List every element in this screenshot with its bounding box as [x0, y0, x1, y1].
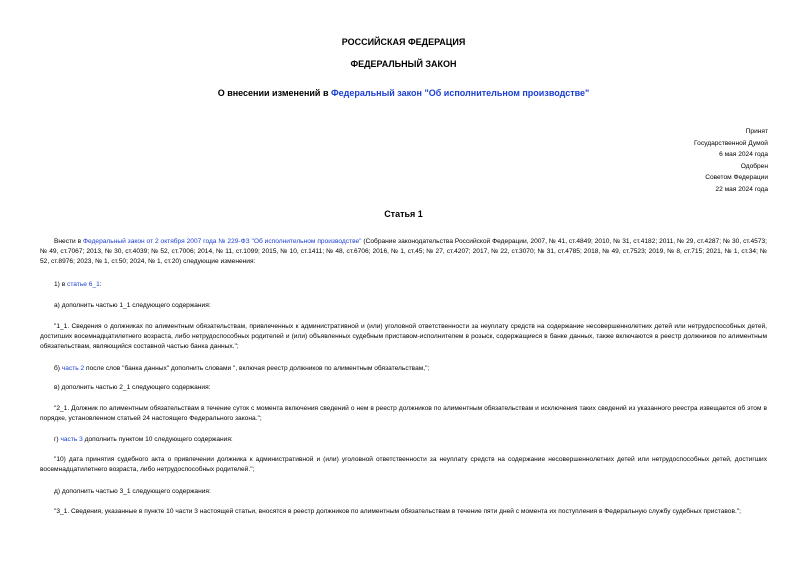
article-link[interactable]: статье 6_1	[67, 281, 100, 288]
list-item: д) дополнить частью 3_1 следующего содержания:	[54, 488, 211, 495]
list-item: а) дополнить частью 1_1 следующего содержания:	[54, 302, 211, 309]
adoption-line: Государственной Думой	[694, 139, 768, 147]
list-item: в) дополнить частью 2_1 следующего содержания:	[54, 384, 211, 391]
adoption-line: Советом Федерации	[705, 174, 768, 182]
adoption-line: 22 мая 2024 года	[715, 185, 768, 193]
law-title-link[interactable]: Федеральный закон "Об исполнительном производстве"	[330, 88, 590, 98]
law-title-prefix: О внесении изменений в	[217, 88, 331, 98]
article-intro	[40, 237, 767, 267]
item-suffix: :	[99, 281, 102, 288]
article-heading: Статья 1	[384, 209, 423, 219]
part-link[interactable]: часть 2	[61, 365, 85, 372]
list-item	[54, 435, 233, 445]
item-rest: дополнить пунктом 10 следующего содержания:	[82, 436, 233, 443]
list-item	[54, 280, 102, 290]
item-prefix: 1) в	[54, 281, 68, 288]
list-item	[54, 364, 429, 374]
item-prefix: б)	[54, 365, 62, 372]
quoted-text: "3_1. Сведения, указанные в пункте 10 части 3 настоящей статьи, вносятся в реестр должников по алиментным обязательствам в течение пяти дней с момента их поступления в Федеральную службу судебных приставов.";	[54, 508, 741, 515]
adoption-line: Одобрен	[740, 162, 768, 170]
adoption-line: 6 мая 2024 года	[719, 151, 768, 159]
intro-prefix: Внести в	[54, 238, 84, 245]
law-type-heading: ФЕДЕРАЛЬНЫЙ ЗАКОН	[350, 59, 457, 69]
quoted-text: "10) дата принятия судебного акта о привлечении должника к административной и (или) уголовной ответственности за неуплату средств на содержание несовершеннолетних детей или нетрудоспособных детей, достигших восемнадцатилетнего возраста, либо нетрудоспособных родителей.";	[40, 456, 767, 473]
quoted-text: "1_1. Сведения о должниках по алиментным обязательствам, привлеченных к административной и (или) уголовной ответственности за неуплату средств на содержание несовершеннолетних детей или нетрудоспособных детей, достигших восемнадцатилетнего возраста, либо нетрудоспособных родителей и (или) объявленных судебным приставом-исполнителем в розыск, содержащиеся в банке данных, также включаются в реестр должников по алиментным обязательствам, являющийся составной частью банка данных.";	[40, 323, 767, 350]
adoption-line: Принят	[745, 128, 768, 135]
law-title	[0, 88, 807, 98]
quoted-text: "2_1. Должник по алиментным обязательствам в течение суток с момента включения сведений о нем в реестр должников по алиментным обязательствам и исключения таких сведений из указанного реестра извещается об этом в порядке, установленном статьей 24 настоящего Федерального закона.";	[40, 405, 767, 422]
item-rest: после слов "банка данных" дополнить словами ", включая реестр должников по алиментным обязательствам,";	[84, 365, 430, 372]
part-link[interactable]: часть 3	[60, 436, 83, 443]
item-prefix: г)	[54, 436, 61, 443]
country-heading: РОССИЙСКАЯ ФЕДЕРАЦИЯ	[341, 37, 466, 47]
intro-rest: (Собрание законодательства Российской Федерации, 2007, № 41, ст.4849; 2010, № 31, ст.4182; 2011, № 29, ст.4287; № 30, ст.4573; № 49, ст.7067; 2013, № 30, ст.4039; № 52, ст.7006; 2014, № 11, ст.1099; 2015, № 10, ст.1411; № 48, ст.6706; 2016, № 1, ст.45; № 27, ст.4207; 2017, № 22, ст.3070; № 31, ст.4785; 2018, № 49, ст.7523; 2019, № 8, ст.715; 2021, № 1, ст.34; № 52, ст.8976; 2023, № 1, ст.50; 2024, № 1, ст.20) следующие изменения:	[40, 238, 768, 265]
adoption-block	[694, 126, 768, 196]
law-reference-link[interactable]: Федеральный закон от 2 октября 2007 года № 229-ФЗ "Об исполнительном производстве"	[83, 238, 362, 245]
